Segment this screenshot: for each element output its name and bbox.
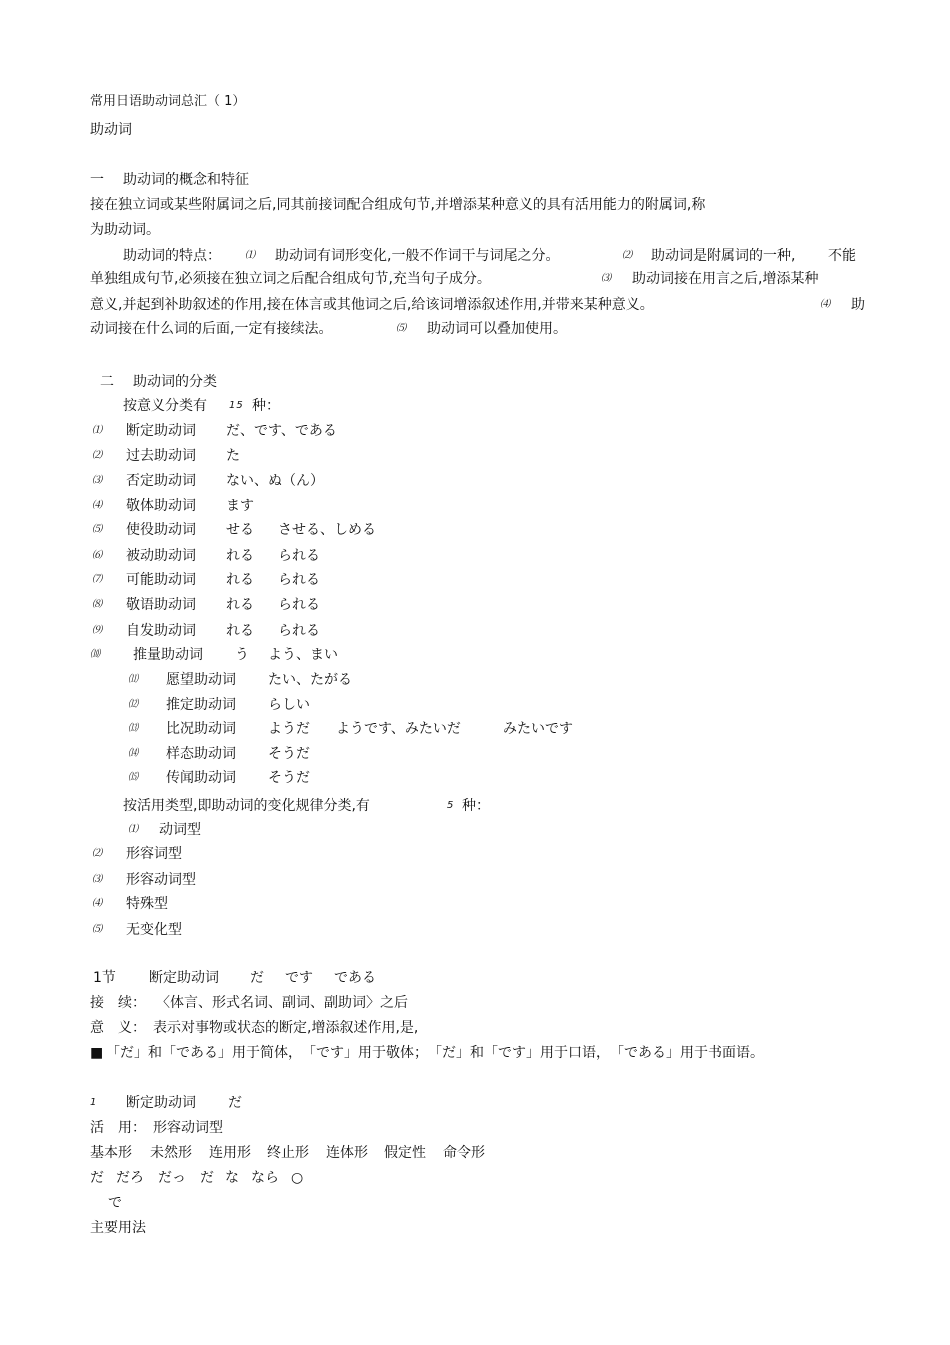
conj-type-number: ⑸	[92, 924, 103, 935]
feature-3-number: ⑶	[601, 273, 612, 284]
table-header-cell: 终止形	[267, 1145, 309, 1161]
table-cell: だろ	[116, 1170, 144, 1186]
main-usage-heading: 主要用法	[90, 1220, 146, 1236]
table-header-cell: 基本形	[90, 1145, 132, 1161]
table-cell: なら	[251, 1170, 279, 1186]
type-name: 敬体助动词	[126, 498, 196, 514]
section3-name: 断定助动词	[149, 970, 219, 986]
by-conjugation-unit: 种：	[462, 798, 490, 814]
type-form: られる	[278, 548, 320, 564]
by-meaning-unit: 种：	[252, 398, 280, 414]
feature-4-text-a: 助	[851, 297, 865, 313]
conj-type-number: ⑵	[92, 848, 103, 859]
type-name: 推量助动词	[133, 647, 203, 663]
type-form: れる	[226, 572, 254, 588]
section4-form: だ	[228, 1095, 242, 1111]
type-form: られる	[278, 623, 320, 639]
type-form: させる、しめる	[278, 522, 376, 538]
type-form: た	[226, 448, 240, 464]
feature-1-text: 助动词有词形变化,一般不作词干与词尾之分。	[275, 248, 560, 264]
note-marker: ■	[90, 1045, 104, 1061]
type-form: う	[235, 647, 249, 663]
feature-1-number: ⑴	[245, 250, 256, 261]
table-cell: な	[225, 1170, 239, 1186]
table-cell: だ	[200, 1170, 214, 1186]
usage-note: 「だ」和「である」用于简体， 「です」用于敬体； 「だ」和「です」用于口语， 「である」用于书面语。	[106, 1045, 764, 1061]
table-header-cell: 假定性	[384, 1145, 426, 1161]
conj-type-name: 形容动词型	[126, 872, 196, 888]
type-form: られる	[278, 597, 320, 613]
type-form: れる	[226, 548, 254, 564]
type-number: ⒀	[128, 723, 139, 734]
type-form: せる	[226, 522, 254, 538]
section3-label: 1节	[93, 970, 116, 986]
section4-name: 断定助动词	[126, 1095, 196, 1111]
section4-label: 1	[90, 1097, 98, 1108]
type-name: 推定助动词	[166, 697, 236, 713]
feature-2-text-c: 单独组成句节,必须接在独立词之后配合组成句节,充当句子成分。	[90, 271, 491, 287]
type-form: そうだ	[268, 770, 310, 786]
type-form: よう、まい	[268, 647, 338, 663]
type-number: ⑺	[92, 574, 103, 585]
type-form: れる	[226, 623, 254, 639]
type-form: ようだ	[268, 721, 310, 737]
type-number: ⑿	[128, 699, 139, 710]
section2-heading: 助动词的分类	[133, 374, 217, 390]
definition-line-1: 接在独立词或某些附属词之后,同其前接词配合组成句节,并增添某种意义的具有活用能力的附属词,称	[90, 197, 706, 213]
conj-type-number: ⑷	[92, 898, 103, 909]
meaning-text: 表示对事物或状态的断定,增添叙述作用,是,	[153, 1020, 419, 1036]
feature-4-text-b: 动词接在什么词的后面,一定有接续法。	[90, 321, 333, 337]
type-form: ない、ぬ（ん）	[226, 473, 324, 489]
conj-type-name: 形容词型	[126, 846, 182, 862]
document-title: 常用日语助动词总汇（ 1）	[90, 94, 246, 109]
type-form: ようです、みたいだ	[336, 721, 461, 737]
type-form: みたいです	[503, 721, 573, 737]
table-header-cell: 连体形	[326, 1145, 368, 1161]
type-form: たい、たがる	[268, 672, 352, 688]
type-number: ⑵	[92, 450, 103, 461]
type-form: れる	[226, 597, 254, 613]
type-name: 过去助动词	[126, 448, 196, 464]
type-number: ⑻	[92, 599, 103, 610]
feature-5-number: ⑸	[396, 323, 407, 334]
feature-2-text-b: 不能	[828, 248, 856, 264]
section1-heading: 助动词的概念和特征	[123, 172, 249, 188]
type-number: ⑽	[90, 649, 101, 660]
table-cell: ○	[291, 1170, 304, 1186]
table-cell: だ	[90, 1170, 104, 1186]
type-name: 使役助动词	[126, 522, 196, 538]
table-header-cell: 命令形	[443, 1145, 485, 1161]
document-subtitle: 助动词	[90, 122, 132, 138]
connection-text: 〈体言、形式名词、副词、副助词〉之后	[156, 995, 408, 1011]
feature-2-number: ⑵	[622, 250, 633, 261]
type-name: 断定助动词	[126, 423, 196, 439]
type-number: ⑾	[128, 674, 139, 685]
table-header-cell: 未然形	[150, 1145, 192, 1161]
type-number: ⒁	[128, 748, 139, 759]
table-cell: で	[108, 1195, 122, 1211]
by-meaning-count: 15	[229, 400, 244, 411]
type-number: ⑼	[92, 625, 103, 636]
table-cell: だっ	[158, 1170, 186, 1186]
type-name: 样态助动词	[166, 746, 236, 762]
section2-heading-number: 二	[100, 374, 114, 390]
conj-type-name: 动词型	[159, 822, 201, 838]
section3-form: である	[334, 970, 376, 986]
type-name: 愿望助动词	[166, 672, 236, 688]
feature-3-text-b: 意义,并起到补助叙述的作用,接在体言或其他词之后,给该词增添叙述作用,并带来某种意义。	[90, 297, 654, 313]
features-label: 助动词的特点：	[123, 248, 221, 264]
feature-2-text-a: 助动词是附属词的一种,	[651, 248, 796, 264]
by-conjugation-count: 5	[447, 800, 455, 811]
type-name: 被动助动词	[126, 548, 196, 564]
type-number: ⑶	[92, 475, 103, 486]
type-name: 传闻助动词	[166, 770, 236, 786]
connection-label: 接 续：	[90, 995, 146, 1011]
type-form: そうだ	[268, 746, 310, 762]
by-conjugation-label: 按活用类型,即助动词的变化规律分类,有	[123, 798, 370, 814]
type-number: ⑴	[92, 425, 103, 436]
type-form: ます	[226, 498, 254, 514]
type-number: ⑸	[92, 524, 103, 535]
type-form: だ、です、である	[226, 423, 337, 439]
type-form: らしい	[268, 697, 310, 713]
section1-heading-number: 一	[90, 172, 104, 188]
conj-type-number: ⑶	[92, 874, 103, 885]
conj-type-name: 无变化型	[126, 922, 182, 938]
feature-4-number: ⑷	[820, 299, 831, 310]
section3-form: です	[285, 970, 313, 986]
type-name: 否定助动词	[126, 473, 196, 489]
conjugation-type: 形容动词型	[153, 1120, 223, 1136]
conj-type-name: 特殊型	[126, 896, 168, 912]
conj-type-number: ⑴	[128, 824, 139, 835]
definition-line-2: 为助动词。	[90, 222, 160, 238]
meaning-label: 意 义：	[90, 1020, 146, 1036]
type-name: 自发助动词	[126, 623, 196, 639]
type-name: 比况助动词	[166, 721, 236, 737]
type-number: ⒂	[128, 772, 139, 783]
feature-5-text: 助动词可以叠加使用。	[427, 321, 567, 337]
type-form: られる	[278, 572, 320, 588]
table-header-cell: 连用形	[209, 1145, 251, 1161]
type-number: ⑷	[92, 500, 103, 511]
by-meaning-label: 按意义分类有	[123, 398, 207, 414]
type-name: 可能助动词	[126, 572, 196, 588]
feature-3-text-a: 助动词接在用言之后,增添某种	[632, 271, 819, 287]
type-name: 敬语助动词	[126, 597, 196, 613]
conjugation-label: 活 用：	[90, 1120, 146, 1136]
type-number: ⑹	[92, 550, 103, 561]
section3-form: だ	[250, 970, 264, 986]
